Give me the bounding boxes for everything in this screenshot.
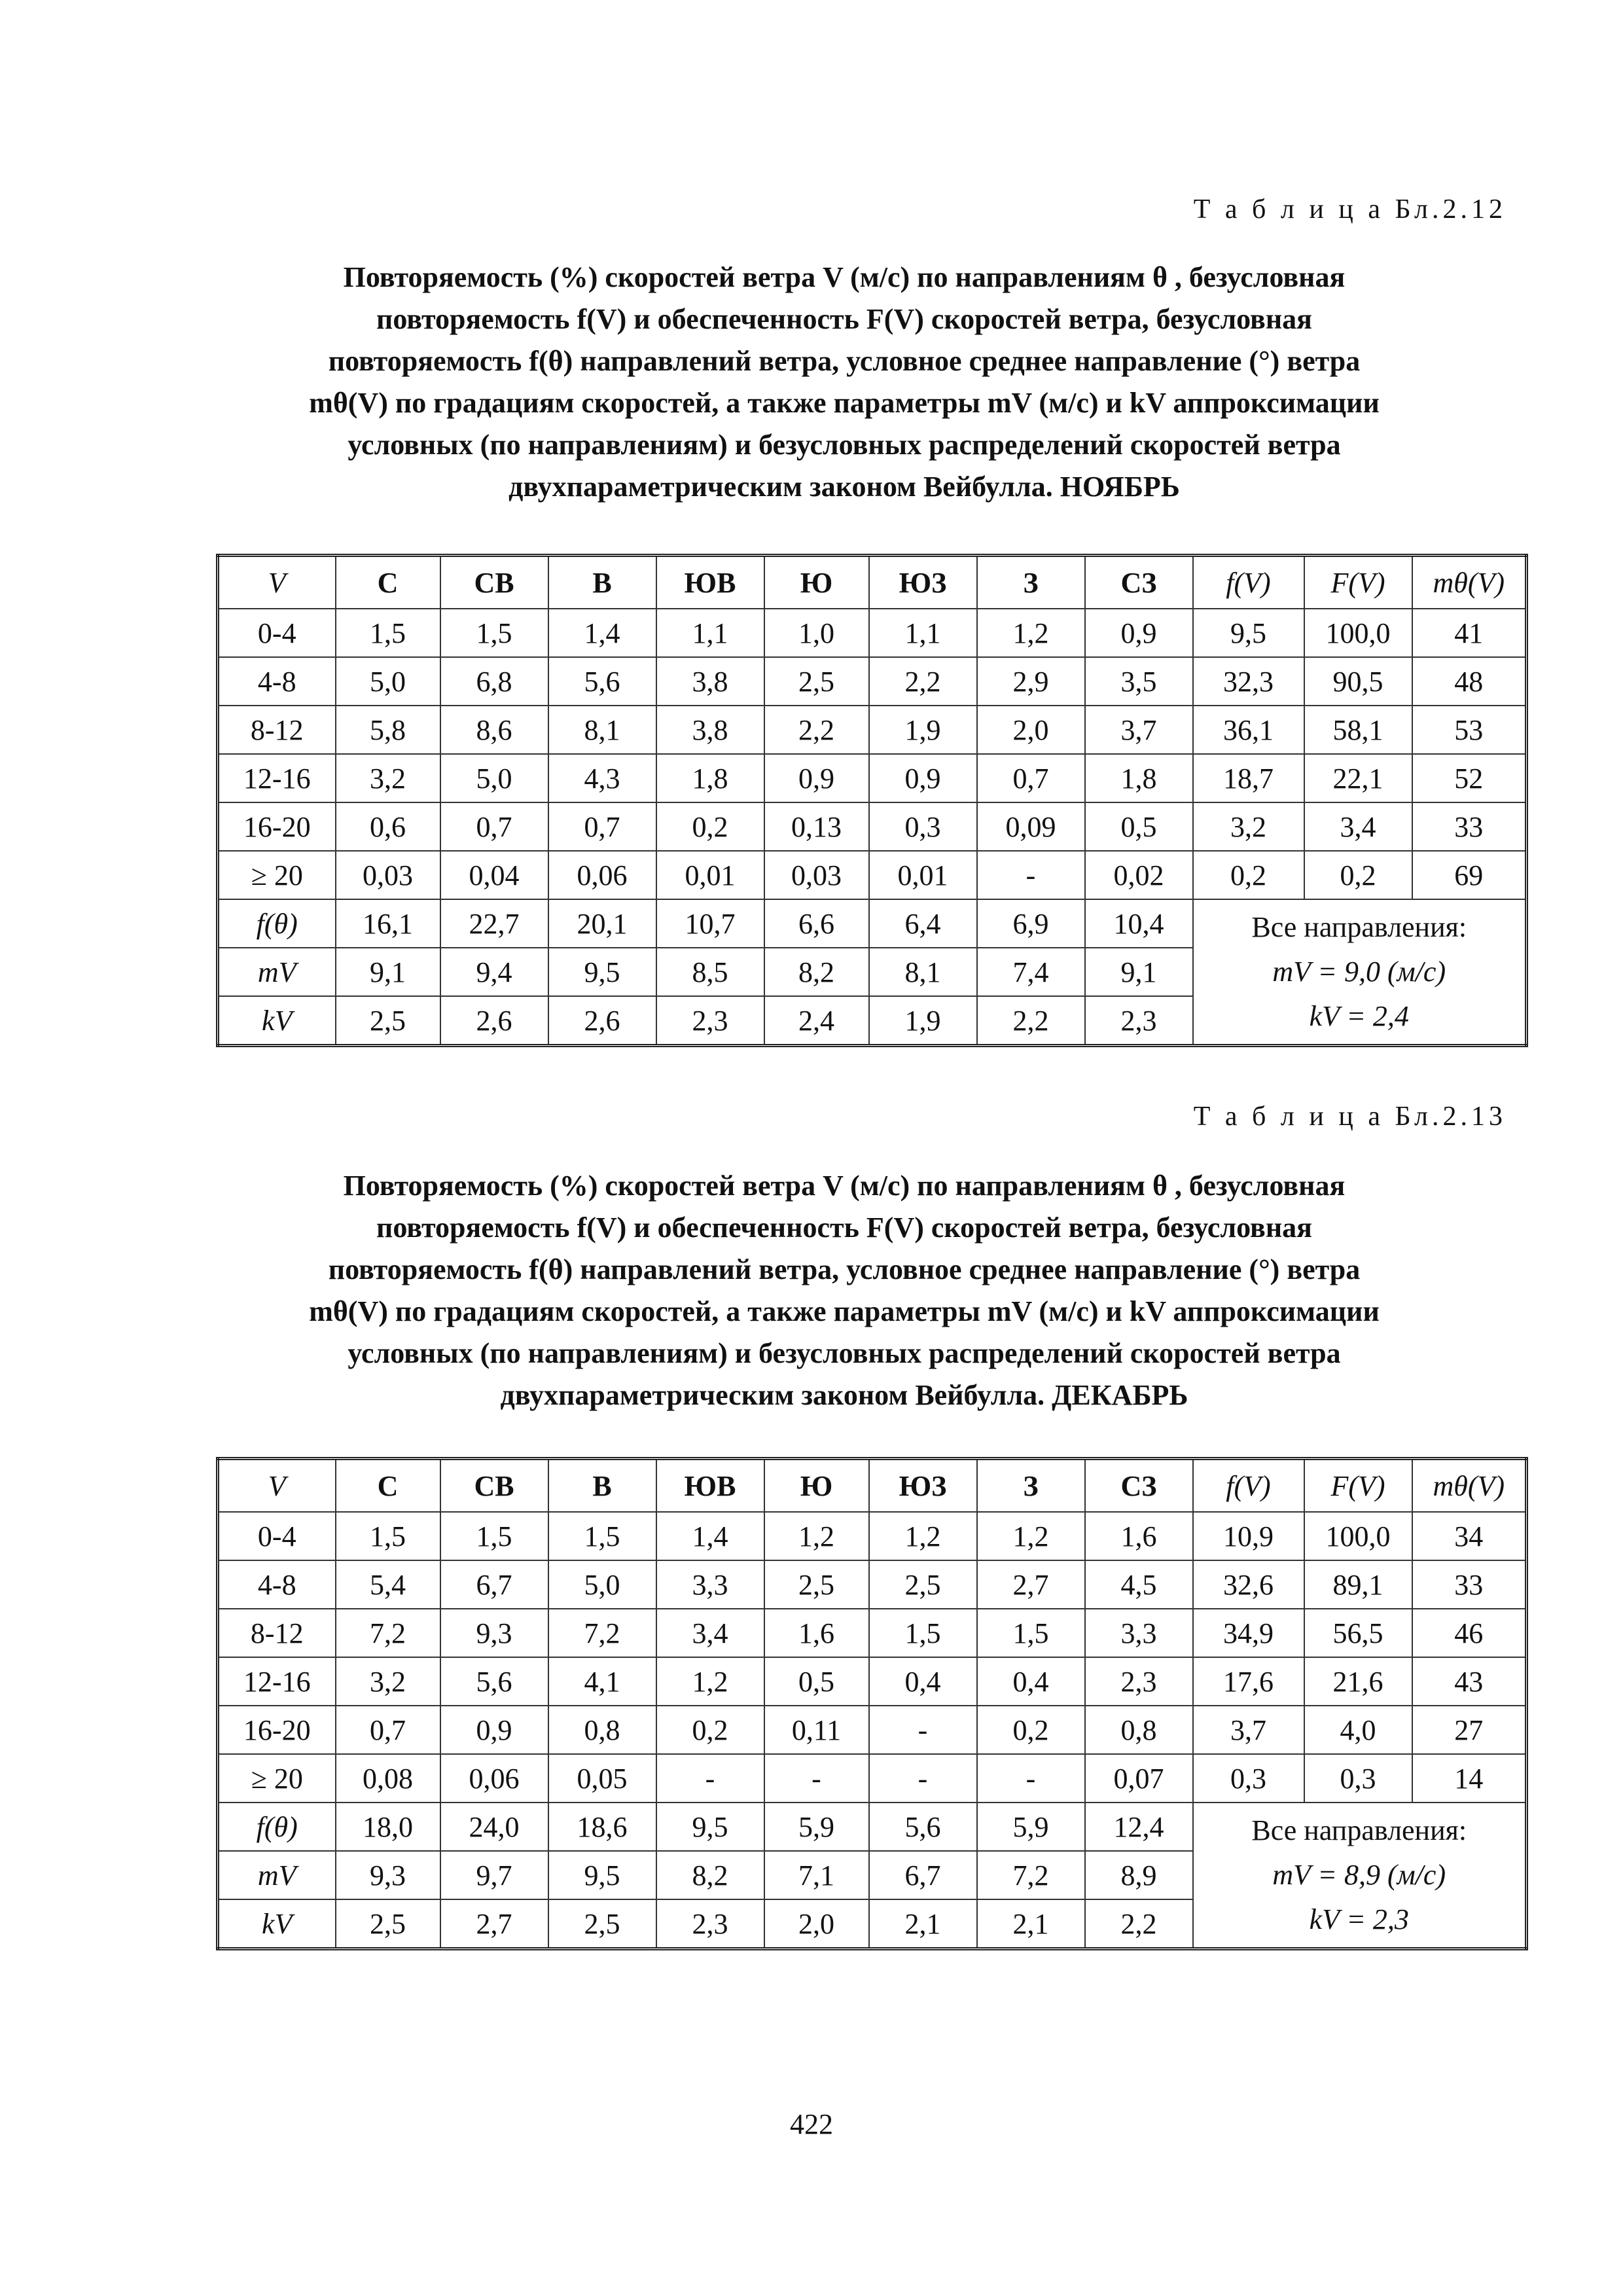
table-cell: 1,1 (869, 609, 977, 657)
table-cell: 27 (1412, 1706, 1527, 1754)
table-cell: 3,2 (1193, 802, 1304, 851)
table-cell: 1,2 (977, 609, 1085, 657)
table-title (216, 1165, 1472, 1416)
table-cell: 9,1 (336, 948, 440, 996)
title-line: Повторяемость (%) скоростей ветра V (м/с) по направлениям θ , безусловная (343, 261, 1346, 293)
table-cell: 12,4 (1085, 1803, 1193, 1851)
table-cell: 6,7 (440, 1560, 548, 1609)
table-row (218, 706, 1527, 754)
table-cell: 58,1 (1304, 706, 1412, 754)
table-cell: 0,2 (656, 1706, 764, 1754)
table-cell: 1,5 (440, 1512, 548, 1560)
table-cell: 1,8 (656, 754, 764, 802)
table-cell: 5,0 (440, 754, 548, 802)
column-header: ЮЗ (869, 556, 977, 609)
table-cell: 1,0 (764, 609, 869, 657)
title-line: mθ(V) по градациям скоростей, а также параметры mV (м/с) и kV аппроксимации (309, 387, 1380, 419)
table-row (218, 851, 1527, 899)
table-cell: 0,11 (764, 1706, 869, 1754)
row-label: ≥ 20 (218, 1754, 336, 1803)
table-cell: 69 (1412, 851, 1527, 899)
table-cell: 9,5 (1193, 609, 1304, 657)
table-cell: 0,4 (869, 1657, 977, 1706)
table-cell: 1,5 (336, 609, 440, 657)
table-cell: 2,7 (440, 1899, 548, 1949)
table-cell: 3,3 (1085, 1609, 1193, 1657)
summary-mv: mV = 9,0 (м/с) (1272, 956, 1446, 988)
table-cell: 0,8 (1085, 1706, 1193, 1754)
table-cell: 2,0 (764, 1899, 869, 1949)
table-cell: 2,3 (656, 996, 764, 1046)
column-header: С (336, 1459, 440, 1513)
summary-mv: mV = 8,9 (м/с) (1272, 1859, 1446, 1891)
column-header: З (977, 1459, 1085, 1513)
table-cell: 3,3 (656, 1560, 764, 1609)
param-label: f(θ) (218, 899, 336, 948)
table-cell: 9,5 (548, 1851, 656, 1899)
table-cell: 0,2 (977, 1706, 1085, 1754)
table-cell: 5,6 (440, 1657, 548, 1706)
table-cell: 6,6 (764, 899, 869, 948)
table-cell: 1,6 (1085, 1512, 1193, 1560)
table-cell: 1,9 (869, 706, 977, 754)
table-cell: 0,06 (548, 851, 656, 899)
table-cell: 8,5 (656, 948, 764, 996)
table-cell: 8,2 (764, 948, 869, 996)
table-label: Т а б л и ц а Бл.2.13 (1193, 1102, 1507, 1132)
table-cell: 2,9 (977, 657, 1085, 706)
title-line: повторяемость f(θ) направлений ветра, условное среднее направление (°) ветра (328, 345, 1361, 377)
title-line: условных (по направлениям) и безусловных распределений скоростей ветра (348, 429, 1341, 461)
table-cell: 0,4 (977, 1657, 1085, 1706)
table-cell: 2,2 (1085, 1899, 1193, 1949)
table-cell: 0,3 (869, 802, 977, 851)
table-row (218, 802, 1527, 851)
column-header: ЮВ (656, 556, 764, 609)
table-cell: 0,3 (1304, 1754, 1412, 1803)
table-label: Т а б л и ц а Бл.2.12 (1193, 194, 1507, 224)
table-cell: 2,1 (869, 1899, 977, 1949)
table-cell: 2,4 (764, 996, 869, 1046)
table-cell: 1,6 (764, 1609, 869, 1657)
table-cell: 2,5 (764, 657, 869, 706)
row-label: 12-16 (218, 754, 336, 802)
table-cell: 3,5 (1085, 657, 1193, 706)
table-cell: 100,0 (1304, 1512, 1412, 1560)
table-cell: 7,2 (977, 1851, 1085, 1899)
table-cell: 0,7 (336, 1706, 440, 1754)
table-cell: 9,3 (440, 1609, 548, 1657)
table-cell: 2,6 (440, 996, 548, 1046)
table-cell: 0,05 (548, 1754, 656, 1803)
table-cell: 3,8 (656, 657, 764, 706)
wind-table-december (216, 1457, 1528, 1950)
table-cell: 0,09 (977, 802, 1085, 851)
table-cell: 0,04 (440, 851, 548, 899)
table-row (218, 754, 1527, 802)
row-label: 8-12 (218, 1609, 336, 1657)
table-cell: - (869, 1754, 977, 1803)
table-row (218, 657, 1527, 706)
table-cell: 4,0 (1304, 1706, 1412, 1754)
table-cell: 18,0 (336, 1803, 440, 1851)
table-cell: 32,6 (1193, 1560, 1304, 1609)
table-cell: - (977, 1754, 1085, 1803)
table-cell: 8,2 (656, 1851, 764, 1899)
table-cell: 48 (1412, 657, 1527, 706)
table-cell: 90,5 (1304, 657, 1412, 706)
table-cell: 2,3 (1085, 1657, 1193, 1706)
table-cell: 2,2 (977, 996, 1085, 1046)
column-header: f(V) (1193, 1459, 1304, 1513)
table-cell: 18,6 (548, 1803, 656, 1851)
summary-kv: kV = 2,4 (1309, 1000, 1409, 1032)
table-row (218, 609, 1527, 657)
table-cell: 8,9 (1085, 1851, 1193, 1899)
table-cell: 0,9 (440, 1706, 548, 1754)
table-cell: 1,4 (548, 609, 656, 657)
table-cell: 6,9 (977, 899, 1085, 948)
table-cell: 1,1 (656, 609, 764, 657)
column-header: СЗ (1085, 1459, 1193, 1513)
table-cell: 100,0 (1304, 609, 1412, 657)
table-cell: 1,2 (656, 1657, 764, 1706)
table-cell: 22,7 (440, 899, 548, 948)
table-cell: 0,9 (869, 754, 977, 802)
table-cell: 53 (1412, 706, 1527, 754)
table-cell: 3,4 (656, 1609, 764, 1657)
column-header: СВ (440, 1459, 548, 1513)
table-cell: 5,4 (336, 1560, 440, 1609)
table-row (218, 1754, 1527, 1803)
wind-table-november (216, 554, 1528, 1047)
table-cell: 1,5 (548, 1512, 656, 1560)
table-title (216, 257, 1472, 508)
table-cell: 1,8 (1085, 754, 1193, 802)
header-row (218, 1459, 1527, 1513)
table-cell: 10,7 (656, 899, 764, 948)
table-cell: 7,2 (336, 1609, 440, 1657)
column-header: Ю (764, 1459, 869, 1513)
table-cell: 9,5 (656, 1803, 764, 1851)
table-cell: 1,2 (977, 1512, 1085, 1560)
table-row (218, 1609, 1527, 1657)
column-header: ЮЗ (869, 1459, 977, 1513)
row-label: 16-20 (218, 802, 336, 851)
table-cell: 0,01 (869, 851, 977, 899)
table-cell: 1,9 (869, 996, 977, 1046)
header-row (218, 556, 1527, 609)
table-cell: 33 (1412, 1560, 1527, 1609)
table-cell: 7,1 (764, 1851, 869, 1899)
table-cell: 32,3 (1193, 657, 1304, 706)
table-cell: 33 (1412, 802, 1527, 851)
table-cell: 0,2 (1193, 851, 1304, 899)
summary-heading: Все направления: (1251, 1814, 1467, 1846)
table-cell: 1,5 (336, 1512, 440, 1560)
table-cell: 2,3 (1085, 996, 1193, 1046)
column-header: СЗ (1085, 556, 1193, 609)
table-cell: 0,07 (1085, 1754, 1193, 1803)
column-header: Ю (764, 556, 869, 609)
table-cell: 9,4 (440, 948, 548, 996)
table-cell: 2,0 (977, 706, 1085, 754)
column-header: V (218, 1459, 336, 1513)
title-line: Повторяемость (%) скоростей ветра V (м/с) по направлениям θ , безусловная (343, 1170, 1346, 1202)
table-cell: 4,1 (548, 1657, 656, 1706)
table-cell: 3,7 (1193, 1706, 1304, 1754)
table-cell: 1,5 (977, 1609, 1085, 1657)
row-label: ≥ 20 (218, 851, 336, 899)
table-cell: 8,6 (440, 706, 548, 754)
row-label: 12-16 (218, 1657, 336, 1706)
column-header: В (548, 556, 656, 609)
column-header: F(V) (1304, 1459, 1412, 1513)
column-header: f(V) (1193, 556, 1304, 609)
table-cell: 9,7 (440, 1851, 548, 1899)
table-row (218, 1512, 1527, 1560)
table-cell: - (869, 1706, 977, 1754)
table-cell: 10,9 (1193, 1512, 1304, 1560)
table-cell: 1,2 (869, 1512, 977, 1560)
table-cell: 8,1 (869, 948, 977, 996)
table-cell: 36,1 (1193, 706, 1304, 754)
table-cell: 7,4 (977, 948, 1085, 996)
table-cell: 43 (1412, 1657, 1527, 1706)
param-row (218, 1803, 1527, 1851)
summary-kv: kV = 2,3 (1309, 1903, 1409, 1935)
table-cell: 0,3 (1193, 1754, 1304, 1803)
all-directions-summary (1193, 1803, 1527, 1949)
table-cell: 1,5 (869, 1609, 977, 1657)
table-cell: 5,0 (336, 657, 440, 706)
table-cell: 3,8 (656, 706, 764, 754)
title-line: двухпараметрическим законом Вейбулла. ДЕКАБРЬ (500, 1379, 1188, 1411)
param-label: mV (218, 1851, 336, 1899)
table-cell: 2,5 (869, 1560, 977, 1609)
table-cell: 89,1 (1304, 1560, 1412, 1609)
table-cell: - (764, 1754, 869, 1803)
table-cell: 5,6 (548, 657, 656, 706)
param-label: f(θ) (218, 1803, 336, 1851)
summary-heading: Все направления: (1251, 911, 1467, 943)
table-cell: 0,9 (764, 754, 869, 802)
table-cell: 2,7 (977, 1560, 1085, 1609)
title-line: повторяемость f(θ) направлений ветра, условное среднее направление (°) ветра (328, 1253, 1361, 1285)
table-cell: 5,9 (764, 1803, 869, 1851)
column-header: mθ(V) (1412, 1459, 1527, 1513)
table-cell: 3,4 (1304, 802, 1412, 851)
row-label: 4-8 (218, 1560, 336, 1609)
column-header: С (336, 556, 440, 609)
table-cell: 41 (1412, 609, 1527, 657)
table-cell: 1,4 (656, 1512, 764, 1560)
table-cell: 0,7 (977, 754, 1085, 802)
table-cell: 10,4 (1085, 899, 1193, 948)
param-label: mV (218, 948, 336, 996)
table-cell: 46 (1412, 1609, 1527, 1657)
row-label: 8-12 (218, 706, 336, 754)
table-cell: 2,6 (548, 996, 656, 1046)
table-cell: 2,1 (977, 1899, 1085, 1949)
table-cell: 20,1 (548, 899, 656, 948)
title-line: повторяемость f(V) и обеспеченность F(V) скоростей ветра, безусловная (376, 1211, 1312, 1244)
table-cell: 6,4 (869, 899, 977, 948)
table-cell: 0,7 (548, 802, 656, 851)
table-cell: 6,7 (869, 1851, 977, 1899)
table-cell: 2,5 (336, 996, 440, 1046)
table-cell: - (656, 1754, 764, 1803)
page-number: 422 (790, 2108, 833, 2140)
table-cell: 34 (1412, 1512, 1527, 1560)
table-cell: - (977, 851, 1085, 899)
title-line: условных (по направлениям) и безусловных распределений скоростей ветра (348, 1337, 1341, 1369)
table-cell: 34,9 (1193, 1609, 1304, 1657)
table-cell: 0,8 (548, 1706, 656, 1754)
table-cell: 3,2 (336, 754, 440, 802)
table-row (218, 1657, 1527, 1706)
table-row (218, 1560, 1527, 1609)
param-label: kV (218, 996, 336, 1046)
table-cell: 24,0 (440, 1803, 548, 1851)
table-cell: 0,03 (336, 851, 440, 899)
table-cell: 2,3 (656, 1899, 764, 1949)
table-cell: 4,5 (1085, 1560, 1193, 1609)
param-label: kV (218, 1899, 336, 1949)
all-directions-summary (1193, 899, 1527, 1046)
table-cell: 3,7 (1085, 706, 1193, 754)
table-cell: 0,5 (1085, 802, 1193, 851)
column-header: В (548, 1459, 656, 1513)
table-cell: 0,9 (1085, 609, 1193, 657)
table-cell: 7,2 (548, 1609, 656, 1657)
row-label: 4-8 (218, 657, 336, 706)
table-cell: 0,2 (656, 802, 764, 851)
column-header: ЮВ (656, 1459, 764, 1513)
table-cell: 1,2 (764, 1512, 869, 1560)
table-cell: 0,06 (440, 1754, 548, 1803)
table-cell: 9,5 (548, 948, 656, 996)
table-cell: 9,3 (336, 1851, 440, 1899)
table-cell: 0,13 (764, 802, 869, 851)
table-cell: 5,9 (977, 1803, 1085, 1851)
table-cell: 2,5 (548, 1899, 656, 1949)
row-label: 0-4 (218, 609, 336, 657)
table-cell: 18,7 (1193, 754, 1304, 802)
table-cell: 2,2 (869, 657, 977, 706)
table-cell: 5,6 (869, 1803, 977, 1851)
table-cell: 22,1 (1304, 754, 1412, 802)
table-cell: 17,6 (1193, 1657, 1304, 1706)
table-cell: 4,3 (548, 754, 656, 802)
table-cell: 0,03 (764, 851, 869, 899)
table-cell: 8,1 (548, 706, 656, 754)
row-label: 16-20 (218, 1706, 336, 1754)
column-header: mθ(V) (1412, 556, 1527, 609)
column-header: З (977, 556, 1085, 609)
table-cell: 9,1 (1085, 948, 1193, 996)
column-header: СВ (440, 556, 548, 609)
table-cell: 0,08 (336, 1754, 440, 1803)
title-line: повторяемость f(V) и обеспеченность F(V) скоростей ветра, безусловная (376, 303, 1312, 335)
table-cell: 2,5 (764, 1560, 869, 1609)
table-cell: 1,5 (440, 609, 548, 657)
title-line: двухпараметрическим законом Вейбулла. НОЯБРЬ (508, 471, 1180, 503)
table-cell: 6,8 (440, 657, 548, 706)
table-cell: 56,5 (1304, 1609, 1412, 1657)
table-cell: 0,02 (1085, 851, 1193, 899)
table-cell: 5,8 (336, 706, 440, 754)
title-line: mθ(V) по градациям скоростей, а также параметры mV (м/с) и kV аппроксимации (309, 1295, 1380, 1327)
param-row (218, 899, 1527, 948)
column-header: V (218, 556, 336, 609)
table-cell: 0,7 (440, 802, 548, 851)
table-row (218, 1706, 1527, 1754)
column-header: F(V) (1304, 556, 1412, 609)
table-cell: 0,5 (764, 1657, 869, 1706)
table-cell: 21,6 (1304, 1657, 1412, 1706)
table-cell: 2,5 (336, 1899, 440, 1949)
table-cell: 2,2 (764, 706, 869, 754)
table-cell: 52 (1412, 754, 1527, 802)
table-cell: 0,01 (656, 851, 764, 899)
row-label: 0-4 (218, 1512, 336, 1560)
table-cell: 0,6 (336, 802, 440, 851)
table-cell: 0,2 (1304, 851, 1412, 899)
table-cell: 16,1 (336, 899, 440, 948)
table-cell: 5,0 (548, 1560, 656, 1609)
table-cell: 14 (1412, 1754, 1527, 1803)
table-cell: 3,2 (336, 1657, 440, 1706)
